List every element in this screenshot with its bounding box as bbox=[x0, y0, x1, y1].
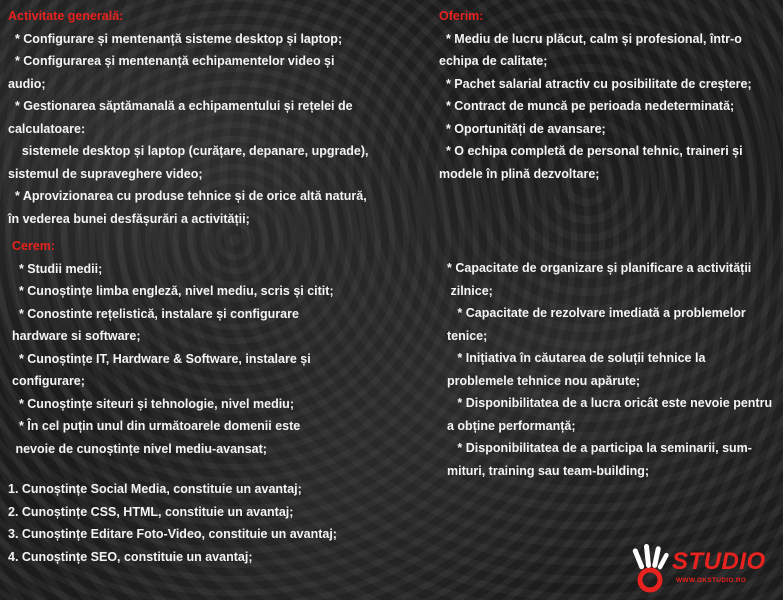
capacitate-line: * Disponibilitatea de a participa la seminarii, sum- bbox=[447, 441, 752, 455]
oferim-line: * O echipa completă de personal tehnic, traineri și bbox=[439, 144, 743, 158]
activitate-line: * Aprovizionarea cu produse tehnice și de orice altă natură, bbox=[8, 189, 367, 203]
oferim-line: modele în plină dezvoltare; bbox=[439, 166, 600, 181]
avantaj-item: 3. Cunoștințe Editare Foto-Video, constituie un avantaj; bbox=[8, 527, 337, 541]
section-cerem bbox=[12, 235, 422, 460]
activitate-line: * Gestionarea săptămanală a echipamentului și rețelei de bbox=[8, 99, 353, 113]
oferim-line: * Pachet salarial atractiv cu posibilitate de creștere; bbox=[439, 76, 752, 91]
section-capacitati bbox=[447, 257, 783, 482]
cerem-line: configurare; bbox=[12, 374, 85, 388]
logo-url: WWW.OKSTUDIO.RO bbox=[676, 577, 747, 584]
capacitate-line: a obține performanță; bbox=[447, 418, 576, 433]
avantaj-item: 1. Cunoștințe Social Media, constituie un avantaj; bbox=[8, 482, 302, 496]
capacitate-line: * Capacitate de rezolvare imediată a problemelor bbox=[447, 306, 746, 320]
cerem-line: nevoie de cunoștințe nivel mediu-avansat; bbox=[12, 441, 267, 456]
cerem-line: * Conostinte rețelistică, instalare și configurare bbox=[12, 306, 299, 321]
avantaj-item: 2. Cunoștințe CSS, HTML, constituie un avantaj; bbox=[8, 504, 294, 519]
activitate-line: sistemul de supraveghere video; bbox=[8, 166, 203, 181]
logo-wordmark: STUDIO bbox=[672, 548, 766, 575]
capacitate-line: * Inițiativa în căutarea de soluții tehnice la bbox=[447, 351, 706, 365]
capacitate-line: zilnice; bbox=[447, 283, 493, 298]
section-avantaje bbox=[8, 478, 408, 568]
heading-oferim: Oferim: bbox=[439, 9, 484, 23]
section-activitate bbox=[8, 5, 408, 230]
ok-hand-icon bbox=[630, 542, 674, 594]
activitate-line: * Configurarea și mentenanță echipamentelor video și bbox=[8, 54, 335, 68]
section-oferim bbox=[439, 5, 783, 185]
activitate-line: * Configurare și mentenanță sisteme desktop și laptop; bbox=[8, 31, 343, 46]
oferim-line: echipa de calitate; bbox=[439, 54, 548, 68]
capacitate-line: * Capacitate de organizare și planificare a activității bbox=[447, 261, 752, 275]
cerem-line: * Cunoștințe siteuri și tehnologie, nivel mediu; bbox=[12, 396, 294, 411]
oferim-line: * Contract de muncă pe perioada nedeterminată; bbox=[439, 99, 735, 113]
cerem-line: * Studii medii; bbox=[12, 261, 103, 276]
cerem-line: * Cunoștințe IT, Hardware & Software, instalare și bbox=[12, 351, 311, 366]
capacitate-line: * Disponibilitatea de a lucra oricât este nevoie pentru bbox=[447, 396, 773, 410]
oferim-line: * Mediu de lucru plăcut, calm și profesional, într-o bbox=[439, 31, 742, 46]
cerem-line: * Cunoștințe limba engleză, nivel mediu, scris și citit; bbox=[12, 284, 334, 298]
activitate-line: audio; bbox=[8, 76, 46, 91]
avantaj-item: 4. Cunoștințe SEO, constituie un avantaj; bbox=[8, 549, 253, 564]
activitate-line: în vederea bunei desfășurări a activității; bbox=[8, 211, 250, 226]
cerem-line: * În cel puțin unul din următoarele domenii este bbox=[12, 419, 301, 433]
heading-activitate: Activitate generală: bbox=[8, 9, 124, 23]
cerem-line: hardware si software; bbox=[12, 329, 141, 343]
activitate-line: calculatoare: bbox=[8, 121, 86, 136]
okstudio-logo bbox=[630, 542, 780, 594]
capacitate-line: problemele tehnice nou apărute; bbox=[447, 373, 641, 388]
heading-cerem: Cerem: bbox=[12, 239, 56, 253]
capacitate-line: tenice; bbox=[447, 328, 488, 343]
activitate-line: sistemele desktop și laptop (curățare, depanare, upgrade), bbox=[8, 144, 369, 158]
oferim-line: * Oportunități de avansare; bbox=[439, 121, 606, 136]
capacitate-line: mituri, training sau team-building; bbox=[447, 463, 650, 478]
